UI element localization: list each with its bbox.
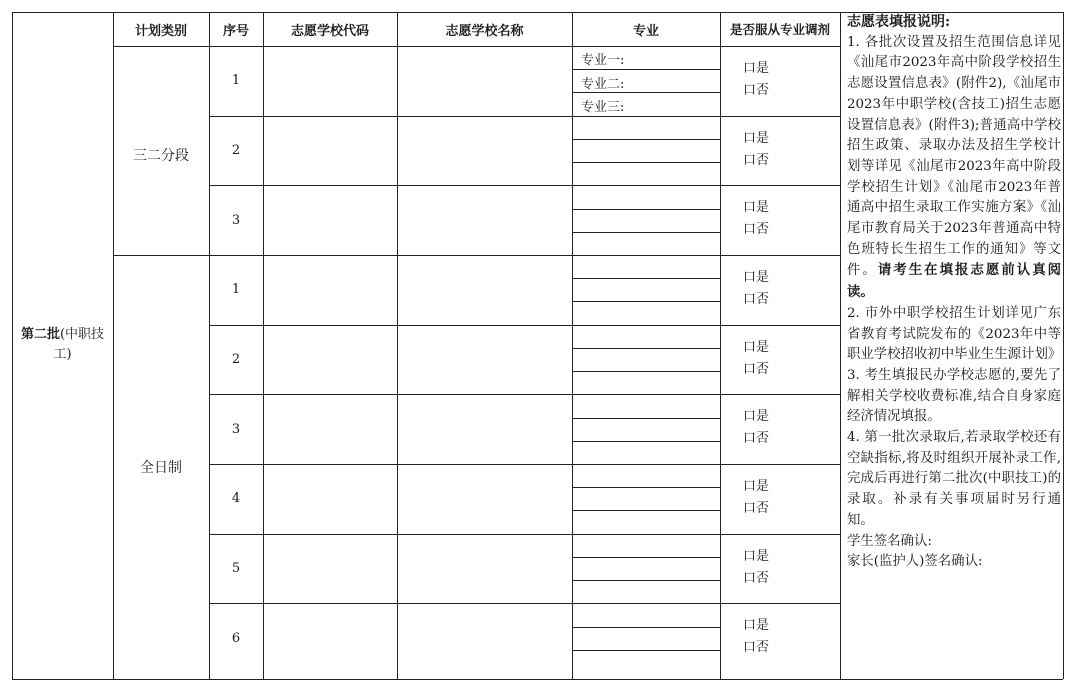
border-bottom [12, 679, 1063, 680]
adjust-no-checkbox[interactable]: 口否 [743, 152, 770, 168]
student-signature-line[interactable]: 学生签名确认: [847, 533, 932, 549]
notes-item-2: 2. 市外中职学校招生计划详见广东省教育考试院发布的《2023年中等职业学校招收初中毕业生生源计划》 [847, 305, 1062, 363]
row-separator [209, 255, 840, 256]
row-number: 1 [231, 282, 241, 298]
adjust-yes-checkbox[interactable]: 口是 [743, 61, 770, 76]
major-subline [572, 510, 720, 511]
notes-separator [840, 12, 841, 679]
major-subline [572, 232, 720, 233]
row-number: 1 [231, 73, 241, 89]
major-subline [572, 580, 720, 581]
notes-item-1 [847, 33, 1061, 304]
adjust-no-checkbox[interactable]: 口否 [743, 640, 770, 656]
adjust-yes-checkbox[interactable]: 口是 [743, 130, 770, 146]
column-separator [720, 12, 721, 679]
row-separator [209, 534, 840, 535]
header-seq: 序号 [222, 23, 249, 39]
adjust-yes-checkbox[interactable]: 口是 [743, 479, 770, 495]
adjust-no-checkbox[interactable]: 口否 [743, 570, 770, 586]
major-subline [572, 278, 720, 279]
major-label-1: 专业一: [581, 53, 625, 68]
instructions-panel [847, 12, 1061, 573]
row-number: 5 [231, 561, 241, 577]
major-subline [572, 139, 720, 140]
group-separator [113, 255, 209, 256]
column-separator [397, 12, 398, 679]
row-separator [209, 464, 840, 465]
row-number: 3 [231, 212, 241, 228]
adjust-no-checkbox[interactable]: 口否 [743, 361, 770, 377]
major-subline [572, 418, 720, 419]
group-name-fulltime: 全日制 [140, 460, 182, 476]
adjust-yes-checkbox[interactable]: 口是 [743, 548, 770, 564]
adjust-no-checkbox[interactable]: 口否 [743, 501, 770, 517]
adjust-no-checkbox[interactable]: 口否 [743, 222, 770, 238]
row-number: 6 [231, 630, 241, 646]
row-number: 4 [231, 491, 241, 507]
adjust-yes-checkbox[interactable]: 口是 [743, 200, 770, 216]
major-subline [572, 487, 720, 488]
row-separator [209, 603, 840, 604]
major-subline [572, 348, 720, 349]
column-separator [572, 12, 573, 679]
batch-label-rest: (中职技工) [53, 327, 105, 362]
major-subline [572, 371, 720, 372]
major-subline [572, 441, 720, 442]
major-subline [572, 209, 720, 210]
header-school-code: 志愿学校代码 [290, 23, 369, 39]
adjust-no-checkbox[interactable]: 口否 [743, 431, 770, 447]
adjust-yes-checkbox[interactable]: 口是 [743, 409, 770, 425]
major-label-3: 专业三: [581, 100, 625, 115]
batch-label [12, 320, 113, 370]
adjust-yes-checkbox[interactable]: 口是 [743, 618, 770, 634]
header-adjust: 是否服从专业调剂 [729, 22, 830, 37]
column-separator [263, 12, 264, 679]
adjust-yes-checkbox[interactable]: 口是 [743, 270, 770, 285]
major-subline [572, 92, 720, 93]
batch-label-bold: 第二批 [20, 327, 60, 342]
notes-item-3: 3. 考生填报民办学校志愿的,要先了解相关学校收费标准,结合自身家庭经济情况填报。 [847, 367, 1061, 425]
major-subline [572, 162, 720, 163]
row-separator [209, 116, 840, 117]
notes-item-1-emphasis: 请考生在填报志愿前认真阅读。 [847, 262, 1062, 301]
major-subline [572, 650, 720, 651]
header-major: 专业 [632, 23, 659, 39]
adjust-no-checkbox[interactable]: 口否 [743, 292, 770, 307]
row-separator [209, 185, 840, 186]
row-separator [209, 394, 840, 395]
column-separator [113, 12, 114, 679]
group-name-sanersegment: 三二分段 [133, 148, 189, 164]
header-school-name: 志愿学校名称 [445, 23, 524, 39]
adjust-no-checkbox[interactable]: 口否 [743, 83, 770, 98]
parent-signature-line[interactable]: 家长(监护人)签名确认: [847, 554, 983, 570]
major-subline [572, 557, 720, 558]
row-number: 2 [231, 352, 241, 367]
header-plan-type: 计划类别 [134, 23, 187, 39]
row-separator [209, 325, 840, 326]
border-right [1063, 12, 1064, 679]
adjust-yes-checkbox[interactable]: 口是 [743, 339, 770, 355]
row-number: 2 [231, 142, 241, 158]
row-number: 3 [231, 421, 241, 437]
notes-item-4: 4. 第一批次录取后,若录取学校还有空缺指标,将及时组织开展补录工作,完成后再进行第二批次(中职技工)的录取。补录有关事项届时另行通知。 [847, 430, 1061, 528]
major-subline [572, 627, 720, 628]
major-subline [572, 69, 720, 70]
major-subline [572, 301, 720, 302]
notes-title: 志愿表填报说明: [847, 14, 951, 30]
notes-item-1-text: 1. 各批次设置及招生范围信息详见《汕尾市2023年高中阶段学校招生志愿设置信息表》(附件2),《汕尾市2023年中职学校(含技工)招生志愿设置信息表》(附件3);普通高中学校招生政策、录取办法及招生学校计划等详见《汕尾市2023年高中阶段学校招生计划》《汕尾市2023年普通高中招生录取工作实施方案》《汕尾市教育局关于2023年普通高中特色班特长生招生工作的通知》等文件。 [847, 34, 1061, 279]
major-label-2: 专业二: [581, 77, 625, 92]
